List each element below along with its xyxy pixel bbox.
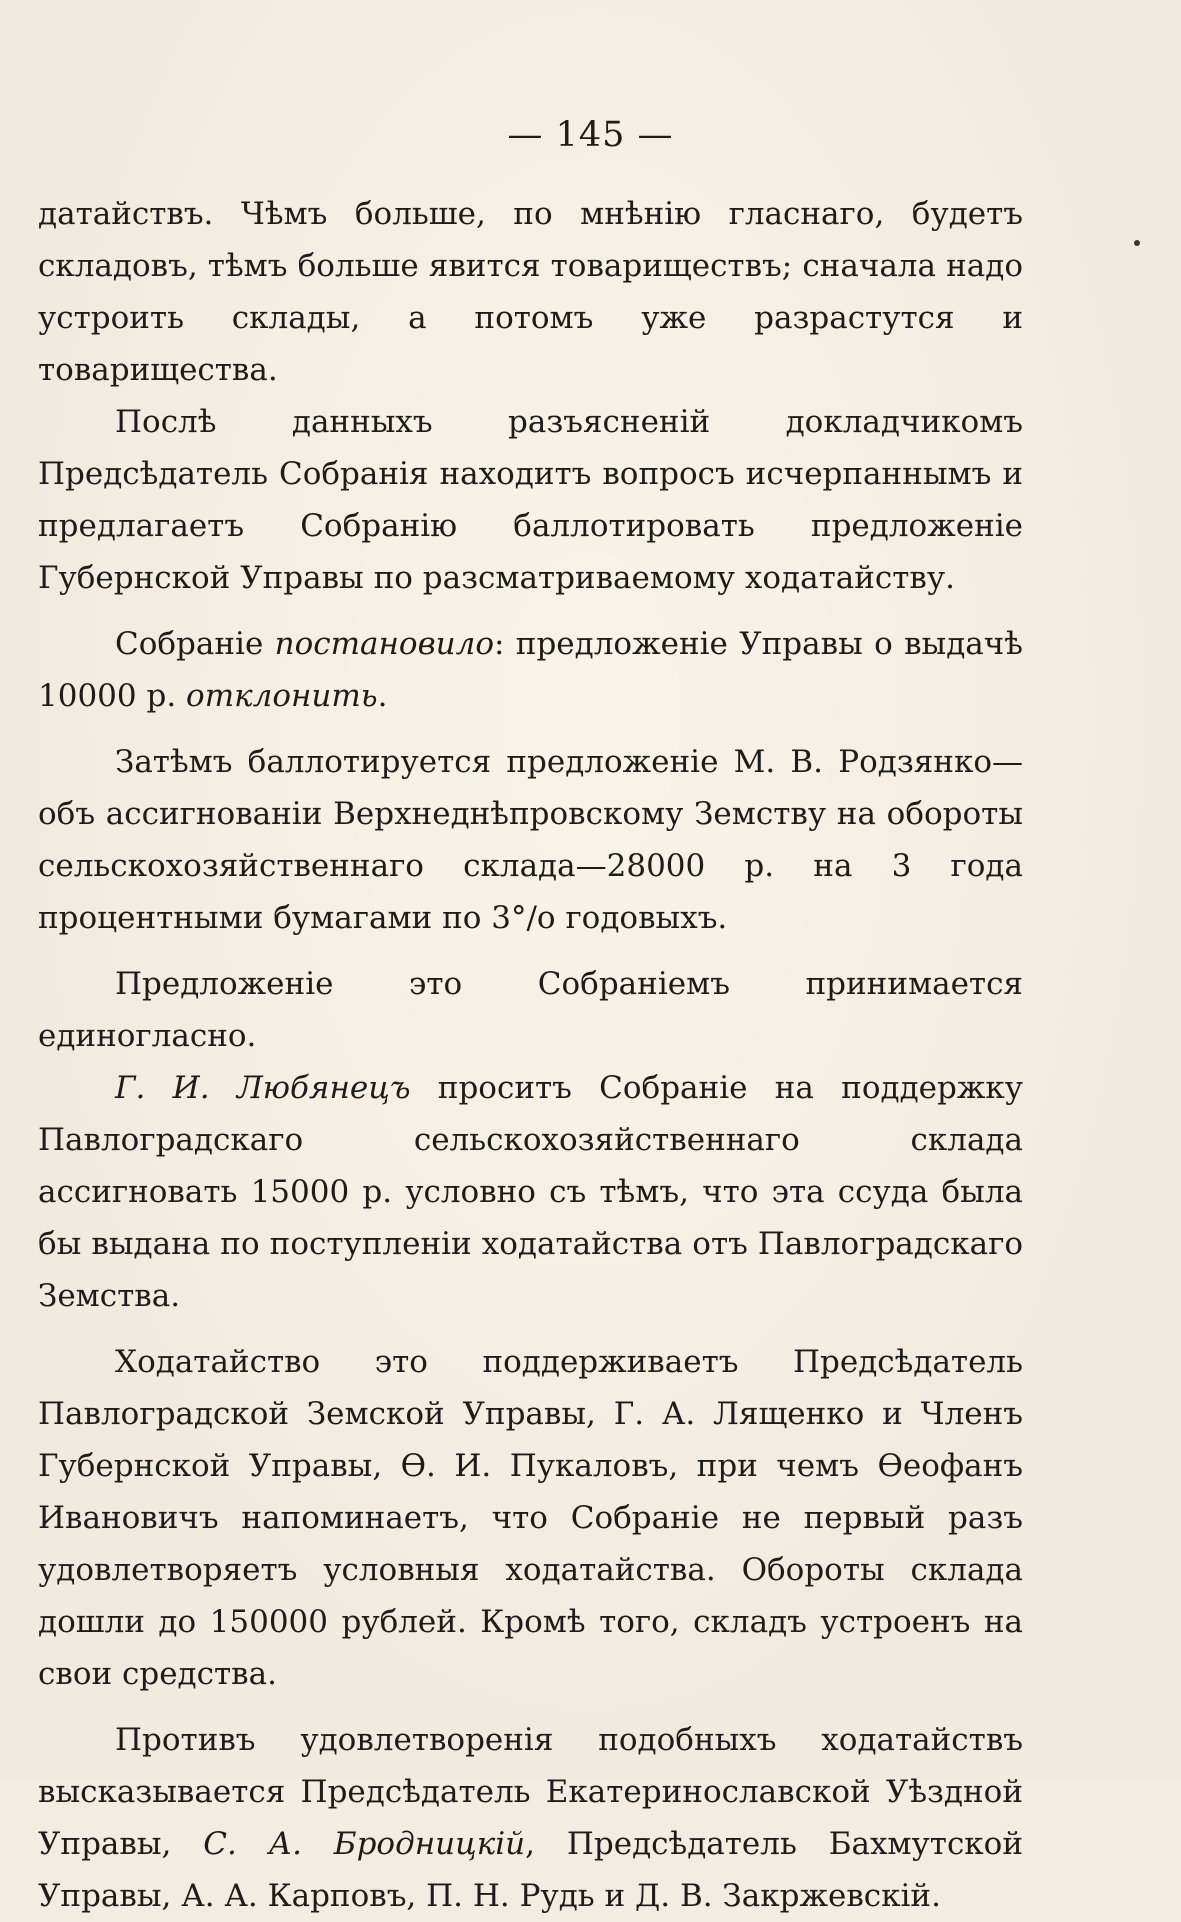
paragraph-6-person-name: Г. И. Любянецъ	[115, 1070, 411, 1106]
paragraph-3-text-e: .	[377, 678, 388, 714]
paragraph-3	[38, 618, 1023, 722]
paragraph-3-emphasis-decided: постановило	[274, 626, 495, 662]
paragraph-8	[38, 1714, 1023, 1922]
paragraph-6-text: проситъ Собраніе на поддержку Павлоградскаго сельскохозяйственнаго склада ассигновать 15000 р. условно съ тѣмъ, что эта ссуда была бы выдана по поступленіи ходатайства отъ Павлоградскаго Земства.	[38, 1070, 1023, 1314]
ink-speck	[1134, 240, 1140, 246]
paragraph-2: Послѣ данныхъ разъясненій докладчикомъ Предсѣдатель Собранія находитъ вопросъ исчерпаннымъ и предлагаетъ Собранію баллотировать предложеніе Губернской Управы по разсматриваемому ходатайству.	[38, 404, 1023, 596]
body-text	[38, 188, 1023, 1922]
paragraph-8-text-a: Противъ удовлетворенія подобныхъ ходатайствъ высказывается Предсѣдатель Екатеринославской Уѣздной Управы,	[38, 1722, 1023, 1862]
paragraph-3-text-a: Собраніе	[115, 626, 275, 662]
paragraph-3-text-c: : предложеніе Управы о выдачѣ 10000 р.	[38, 626, 1023, 714]
paragraph-7: Ходатайство это поддерживаетъ Предсѣдатель Павлоградской Земской Управы, Г. А. Лященко и Членъ Губернской Управы, Ѳ. И. Пукаловъ, при чемъ Ѳеофанъ Ивановичъ напоминаетъ, что Собраніе не первый разъ удовлетворяетъ условныя ходатайства. Обороты склада дошли до 150000 рублей. Кромѣ того, складъ устроенъ на свои средства.	[38, 1344, 1023, 1692]
paragraph-8-text-c: , Предсѣдатель Бахмутской Управы, А. А. Карповъ, П. Н. Рудь и Д. В. Закржевскій.	[38, 1826, 1023, 1914]
paragraph-3-emphasis-reject: отклонить	[186, 678, 378, 714]
paragraph-1: датайствъ. Чѣмъ больше, по мнѣнію гласнаго, будетъ складовъ, тѣмъ больше явится товариществъ; сначала надо устроить склады, а потомъ уже разрастутся и товарищества.	[38, 196, 1023, 388]
paragraph-6	[38, 1062, 1023, 1322]
page-number: — 145 —	[507, 115, 674, 155]
paragraph-8-person-name: С. А. Бродницкій	[203, 1826, 526, 1862]
paragraph-4: Затѣмъ баллотируется предложеніе М. В. Родзянко— объ ассигнованіи Верхнеднѣпровскому Земству на обороты сельскохозяйственнаго склада—28000 р. на 3 года процентными бумагами по 3°/о годовыхъ.	[38, 744, 1023, 936]
paragraph-5: Предложеніе это Собраніемъ принимается единогласно.	[38, 966, 1023, 1054]
